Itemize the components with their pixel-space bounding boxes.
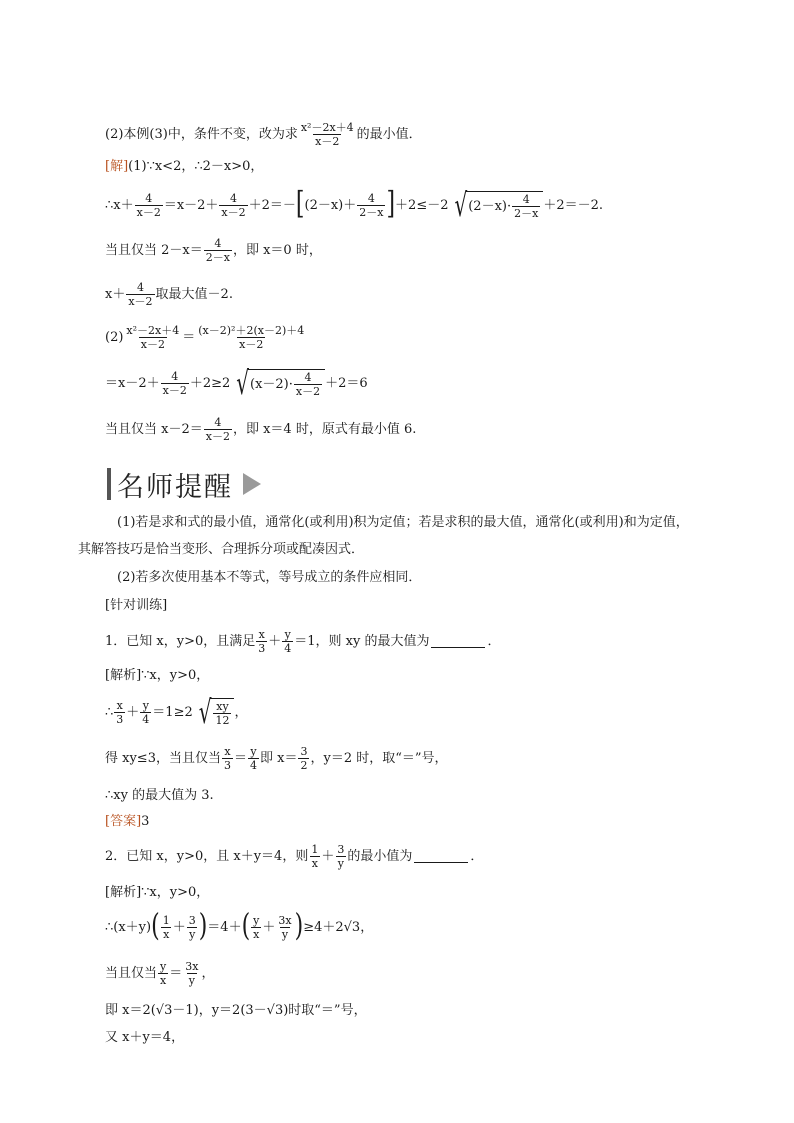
problem-2-statement [105, 117, 422, 151]
tip-1-cont [78, 541, 364, 557]
analysis-1-line-1 [105, 692, 248, 732]
solution-start [105, 158, 263, 174]
analysis-2-line-4 [105, 1029, 184, 1045]
text: ＋2≤－2 [395, 197, 449, 213]
text: ＋ [172, 919, 186, 935]
left-paren: ( [241, 908, 251, 944]
text: ＋2＝－ [248, 197, 296, 213]
solution-line-5 [105, 363, 368, 403]
left-bracket: [ [295, 186, 305, 222]
fraction: x 3 [258, 627, 266, 655]
text: ＝x－2＋ [163, 197, 219, 213]
text: ∴x＋ [105, 197, 134, 213]
fraction: x²－2x＋4 x－2 [126, 323, 180, 351]
sqrt: √ (x－2)· 4 x－2 [236, 369, 325, 397]
text: ＋ [126, 704, 140, 720]
tip-2 [117, 569, 421, 585]
analysis-1-start [105, 667, 209, 683]
fraction: y 4 [284, 627, 292, 655]
analysis-2-line-2 [105, 955, 214, 991]
text: 取最大值－2. [155, 286, 233, 302]
text: 当且仅当 [105, 965, 158, 981]
text: ＝1，则 xy 的最大值为 [294, 633, 430, 649]
text: 当且仅当 2－x＝ [105, 242, 203, 258]
solution-line-1 [105, 185, 603, 225]
text: ，即 x＝0 时， [232, 242, 322, 258]
text: 其解答技巧是恰当变形、合理拆分项或配凑因式． [78, 541, 365, 557]
fraction: 4 x－2 [205, 415, 230, 443]
analysis-1-line-3 [105, 787, 214, 803]
text: ∵x，y>0， [141, 884, 210, 900]
question-1 [105, 623, 501, 659]
text: (2)若多次使用基本不等式，等号成立的条件应相同． [117, 569, 422, 585]
text: 2．已知 x，y>0，且 x＋y＝4，则 [105, 848, 309, 864]
fraction: x 3 [223, 744, 231, 772]
answer-blank [431, 635, 485, 648]
analysis-1-line-2 [105, 740, 448, 776]
heading-title: 名师提醒 [117, 471, 233, 503]
text: ＝ [233, 750, 247, 766]
fraction: 3x y [278, 913, 292, 941]
text: (1)∵x<2，∴2－x>0， [128, 158, 264, 174]
practice-label [105, 597, 167, 613]
text: ＝x－2＋ [105, 375, 160, 391]
text: ∵x，y>0， [141, 667, 210, 683]
solution-line-3 [105, 276, 233, 312]
solution-tag: [解] [105, 158, 129, 174]
fraction: 1 x [311, 842, 319, 870]
fraction: 4 x－2 [136, 191, 161, 219]
triangle-icon [243, 473, 261, 495]
section-heading [107, 466, 261, 502]
fraction: (x－2)²＋2(x－2)＋4 x－2 [198, 323, 305, 351]
text: 得 xy≤3，当且仅当 [105, 750, 221, 766]
sqrt: √ (2－x)· 4 2－x [454, 191, 543, 219]
text: ． [487, 633, 501, 649]
text: ＋ [321, 848, 335, 864]
text: ＋2＝6 [325, 375, 368, 391]
text: ＝4＋ [207, 919, 242, 935]
sqrt: √ xy 12 [199, 698, 235, 726]
left-paren: ( [151, 908, 160, 944]
text: ≥4＋2√3， [303, 919, 374, 935]
analysis-2-line-3 [105, 1002, 367, 1018]
fraction: x 3 [116, 698, 124, 726]
question-2 [105, 838, 483, 874]
text: ＋2≥2 [189, 375, 231, 391]
text: ＝1≥2 [152, 704, 193, 720]
text: ＋ [268, 633, 282, 649]
text: 的最小值为 [347, 848, 413, 864]
text: x＋ [105, 286, 126, 302]
text: 即 x＝ [260, 750, 298, 766]
fraction: 3 y [337, 842, 345, 870]
answer-1 [105, 813, 149, 829]
fraction: 4 2－x [359, 191, 384, 219]
heading-bar [107, 468, 111, 500]
text: ＝ [182, 329, 196, 345]
text: ，即 x＝4 时，原式有最小值 6. [232, 421, 417, 437]
fraction: 3x y [185, 959, 199, 987]
fraction: 4 x－2 [128, 280, 153, 308]
text: ． [470, 848, 484, 864]
text: ∴ [105, 704, 114, 720]
text: 的最小值． [356, 126, 422, 142]
text: ∴xy 的最大值为 3. [105, 787, 214, 803]
fraction: 3 2 [300, 744, 308, 772]
text: (2) [105, 329, 124, 345]
text: (2)本例(3)中，条件不变，改为求 [105, 126, 298, 142]
text: 又 x＋y＝4， [105, 1029, 185, 1045]
tip-1 [117, 514, 689, 530]
text: 即 x＝2(√3－1)，y＝2(3－√3)时取“＝”号， [105, 1002, 367, 1018]
fraction: y 4 [250, 744, 257, 772]
text: ，y＝2 时，取“＝”号， [310, 750, 448, 766]
answer-tag: [答案] [105, 813, 142, 829]
right-paren: ) [294, 908, 304, 944]
analysis-tag: [解析] [105, 884, 142, 900]
text: (1)若是求和式的最小值，通常化(或利用)积为定值；若是求积的最大值，通常化(或利用)和为定值， [117, 514, 689, 530]
text: [针对训练] [105, 597, 168, 613]
solution-line-2 [105, 232, 322, 268]
fraction: 4 x－2 [221, 191, 246, 219]
analysis-tag: [解析] [105, 667, 142, 683]
fraction: 4 2－x [205, 236, 230, 264]
text: ＝ [169, 965, 183, 981]
text: ＋2＝－2. [543, 197, 604, 213]
fraction: x²－2x＋4 x－2 [300, 120, 354, 148]
fraction: y x [253, 913, 260, 941]
text: 1．已知 x，y>0，且满足 [105, 633, 256, 649]
text: ， [201, 965, 215, 981]
solution-line-4 [105, 319, 307, 355]
analysis-2-start [105, 884, 209, 900]
fraction: 1 x [162, 913, 170, 941]
text: (2－x)＋ [304, 197, 357, 213]
fraction: y x [160, 959, 167, 987]
text: 当且仅当 x－2＝ [105, 421, 203, 437]
right-paren: ) [198, 908, 208, 944]
fraction: 3 y [188, 913, 196, 941]
answer-blank [414, 850, 468, 863]
text: ， [234, 704, 248, 720]
text: ∴(x＋y) [105, 919, 152, 935]
solution-line-6 [105, 411, 416, 447]
analysis-2-line-1 [105, 909, 373, 945]
right-bracket: ] [386, 186, 396, 222]
fraction: 4 x－2 [162, 369, 187, 397]
text: 3 [141, 813, 150, 829]
text: ＋ [262, 919, 276, 935]
fraction: y 4 [142, 698, 150, 726]
